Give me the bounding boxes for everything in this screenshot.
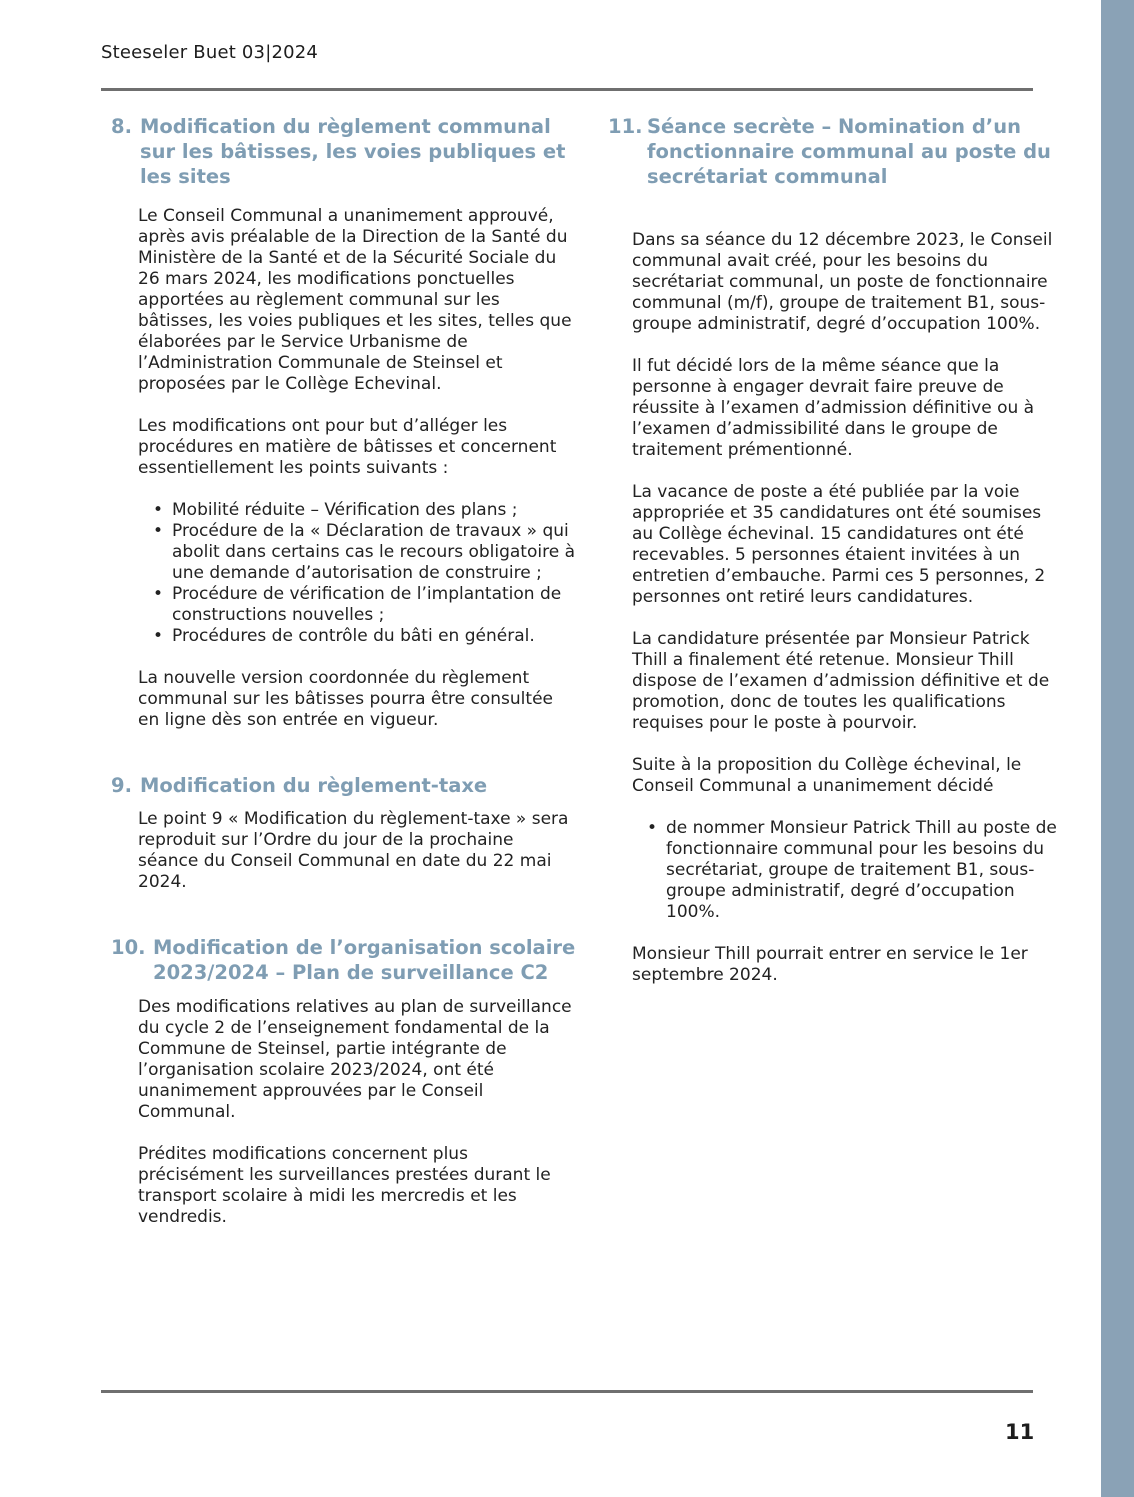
paragraph: Prédites modifications concernent plus précisément les surveillances prestées durant le transport scolaire à midi les mercredis et les vendredis. (138, 1144, 551, 1227)
paragraph: Monsieur Thill pourrait entrer en service le 1er septembre 2024. (632, 944, 1028, 985)
section-number: 8. (111, 115, 132, 138)
section-10 (111, 935, 576, 1228)
section-body (111, 997, 576, 1228)
section-8 (111, 114, 576, 731)
footer-divider (101, 1390, 1033, 1393)
section-heading (111, 114, 576, 189)
list-item: • Procédure de la « Déclaration de travaux » qui abolit dans certains cas le recours obligatoire à une demande d’autorisation de construire ; (172, 521, 576, 584)
section-title: Séance secrète – Nomination d’un fonctionnaire communal au poste du secrétariat communal (647, 115, 1051, 188)
section-number: 11. (608, 115, 643, 138)
list-item: • Procédure de vérification de l’implantation de constructions nouvelles ; (172, 584, 576, 626)
section-body (111, 809, 576, 893)
bullet-list (138, 500, 576, 647)
header-divider (101, 88, 1033, 91)
publication-title: Steeseler Buet 03|2024 (101, 42, 319, 63)
paragraph: Suite à la proposition du Collège échevinal, le Conseil Communal a unanimement décidé (632, 755, 1022, 796)
paragraph: La nouvelle version coordonnée du règlement communal sur les bâtisses pourra être consultée en ligne dès son entrée en vigueur. (138, 668, 553, 730)
right-column (608, 114, 1060, 986)
section-9 (111, 773, 576, 893)
section-title: Modification du règlement-taxe (140, 774, 488, 797)
paragraph: Des modifications relatives au plan de surveillance du cycle 2 de l’enseignement fondamental de la Commune de Steinsel, partie intégrante de l’organisation scolaire 2023/2024, ont été unanimement approuvées par le Conseil Communal. (138, 997, 572, 1122)
section-heading (111, 773, 576, 798)
section-number: 10. (111, 936, 146, 959)
list-item: • Mobilité réduite – Vérification des plans ; (172, 500, 576, 521)
section-body (111, 206, 576, 731)
paragraph: La vacance de poste a été publiée par la voie appropriée et 35 candidatures ont été soumises au Collège échevinal. 15 candidatures ont été recevables. 5 personnes étaient invitées à un entretien d’embauche. Parmi ces 5 personnes, 2 personnes ont retiré leurs candidatures. (632, 482, 1046, 607)
paragraph: La candidature présentée par Monsieur Patrick Thill a finalement été retenue. Monsieur Thill dispose de l’examen d’admission définitive et de promotion, donc de toutes les qualifications requises pour le poste à pourvoir. (632, 629, 1050, 733)
list-item: • Procédures de contrôle du bâti en général. (172, 626, 576, 647)
section-number: 9. (111, 774, 132, 797)
side-color-bar (1101, 0, 1134, 1497)
paragraph: Il fut décidé lors de la même séance que la personne à engager devrait faire preuve de réussite à l’examen d’admission définitive ou à l’examen d’admissibilité dans le groupe de traitement prémentionné. (632, 356, 1035, 460)
section-title: Modification du règlement communal sur les bâtisses, les voies publiques et les sites (140, 115, 566, 188)
paragraph: Dans sa séance du 12 décembre 2023, le Conseil communal avait créé, pour les besoins du secrétariat communal, un poste de fonctionnaire communal (m/f), groupe de traitement B1, sous-groupe administratif, degré d’occupation 100%. (632, 230, 1053, 334)
bullet-list (632, 818, 1060, 923)
section-11 (608, 114, 1060, 986)
paragraph: Le point 9 « Modification du règlement-taxe » sera reproduit sur l’Ordre du jour de la prochaine séance du Conseil Communal en date du 22 mai 2024. (138, 809, 569, 892)
section-title: Modification de l’organisation scolaire 2023/2024 – Plan de surveillance C2 (153, 936, 576, 984)
left-column (111, 114, 576, 1228)
section-heading (111, 935, 576, 985)
section-heading (608, 114, 1060, 189)
section-body (608, 230, 1060, 986)
page-number: 11 (1005, 1420, 1035, 1444)
paragraph: Les modifications ont pour but d’alléger les procédures en matière de bâtisses et concernent essentiellement les points suivants : (138, 416, 557, 478)
paragraph: Le Conseil Communal a unanimement approuvé, après avis préalable de la Direction de la Santé du Ministère de la Santé et de la Sécurité Sociale du 26 mars 2024, les modifications ponctuelles apportées au règlement communal sur les bâtisses, les voies publiques et les sites, telles que élaborées par le Service Urbanisme de l’Administration Communale de Steinsel et proposées par le Collège Echevinal. (138, 206, 572, 394)
list-item: • de nommer Monsieur Patrick Thill au poste de fonctionnaire communal pour les besoins du secrétariat, groupe de traitement B1, sous-groupe administratif, degré d’occupation 100%. (666, 818, 1060, 923)
